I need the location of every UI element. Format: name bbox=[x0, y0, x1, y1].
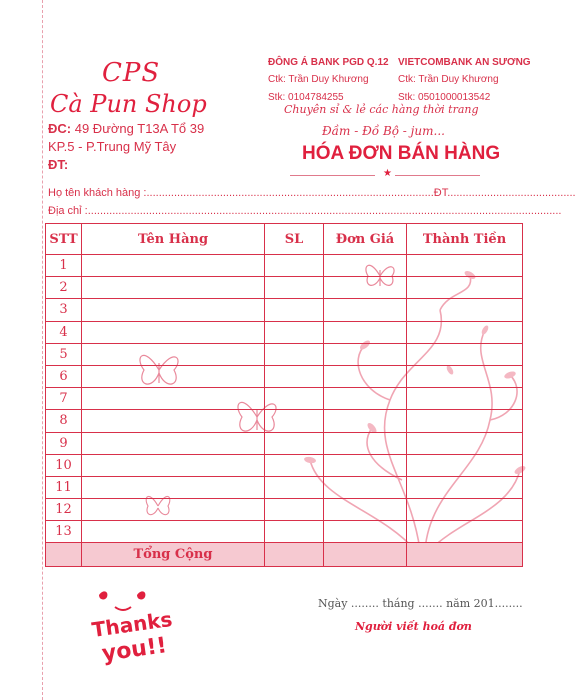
item-name-cell[interactable] bbox=[82, 321, 265, 343]
row-number: 7 bbox=[46, 388, 82, 410]
row-number: 13 bbox=[46, 521, 82, 543]
header-quantity: SL bbox=[265, 224, 324, 255]
quantity-cell[interactable] bbox=[265, 476, 324, 498]
customer-address-label: Địa chỉ : bbox=[48, 205, 88, 217]
total-price-cell[interactable] bbox=[324, 543, 407, 567]
unit-price-cell[interactable] bbox=[324, 277, 407, 299]
table-row bbox=[46, 432, 523, 454]
table-header-row bbox=[46, 224, 523, 255]
unit-price-cell[interactable] bbox=[324, 299, 407, 321]
unit-price-cell[interactable] bbox=[324, 432, 407, 454]
unit-price-cell[interactable] bbox=[324, 343, 407, 365]
address-label: ĐC: bbox=[48, 121, 72, 136]
amount-cell[interactable] bbox=[407, 365, 523, 387]
total-quantity-cell[interactable] bbox=[265, 543, 324, 567]
item-name-cell[interactable] bbox=[82, 410, 265, 432]
table-row bbox=[46, 499, 523, 521]
row-number: 4 bbox=[46, 321, 82, 343]
unit-price-cell[interactable] bbox=[324, 388, 407, 410]
unit-price-cell[interactable] bbox=[324, 521, 407, 543]
header-unit-price: Đơn Giá bbox=[324, 224, 407, 255]
bank2-holder: Ctk: Trần Duy Khương bbox=[398, 74, 499, 85]
item-name-cell[interactable] bbox=[82, 277, 265, 299]
amount-cell[interactable] bbox=[407, 454, 523, 476]
table-row bbox=[46, 388, 523, 410]
customer-address-field[interactable]: Địa chỉ :........................................................................................................................................................... bbox=[48, 205, 562, 217]
unit-price-cell[interactable] bbox=[324, 454, 407, 476]
total-blank-cell bbox=[46, 543, 82, 567]
total-row bbox=[46, 543, 523, 567]
shop-tagline2: Đầm - Đồ Bộ - jum... bbox=[322, 124, 445, 138]
signer-label: Người viết hoá đơn bbox=[355, 620, 472, 633]
table-row bbox=[46, 299, 523, 321]
quantity-cell[interactable] bbox=[265, 388, 324, 410]
quantity-cell[interactable] bbox=[265, 277, 324, 299]
shop-logo-line1: CPS bbox=[102, 58, 161, 88]
amount-cell[interactable] bbox=[407, 343, 523, 365]
perforation-line bbox=[42, 0, 44, 700]
title-rule-right bbox=[395, 175, 480, 176]
item-name-cell[interactable] bbox=[82, 343, 265, 365]
thanks-line2: you!! bbox=[100, 633, 169, 667]
bank2-account: Stk: 0501000013542 bbox=[398, 92, 491, 103]
item-name-cell[interactable] bbox=[82, 299, 265, 321]
quantity-cell[interactable] bbox=[265, 365, 324, 387]
row-number: 9 bbox=[46, 432, 82, 454]
quantity-cell[interactable] bbox=[265, 454, 324, 476]
row-number: 10 bbox=[46, 454, 82, 476]
item-name-cell[interactable] bbox=[82, 454, 265, 476]
unit-price-cell[interactable] bbox=[324, 321, 407, 343]
table-row bbox=[46, 255, 523, 277]
date-line[interactable]: Ngày ........ tháng ....... năm 201........ bbox=[318, 597, 523, 610]
item-name-cell[interactable] bbox=[82, 365, 265, 387]
quantity-cell[interactable] bbox=[265, 410, 324, 432]
header-item-name: Tên Hàng bbox=[82, 224, 265, 255]
table-row bbox=[46, 410, 523, 432]
table-row bbox=[46, 343, 523, 365]
row-number: 1 bbox=[46, 255, 82, 277]
customer-name-field[interactable]: Họ tên khách hàng :..............................................................................................ĐT.......................................... bbox=[48, 187, 576, 199]
row-number: 11 bbox=[46, 476, 82, 498]
table-row bbox=[46, 277, 523, 299]
bank2-name: VIETCOMBANK AN SƯƠNG bbox=[398, 57, 531, 68]
shop-logo-line2: Cà Pun Shop bbox=[50, 90, 207, 118]
invoice-title: HÓA ĐƠN BÁN HÀNG bbox=[302, 143, 501, 164]
unit-price-cell[interactable] bbox=[324, 410, 407, 432]
unit-price-cell[interactable] bbox=[324, 255, 407, 277]
address-line2: KP.5 - P.Trung Mỹ Tây bbox=[48, 139, 177, 154]
amount-cell[interactable] bbox=[407, 255, 523, 277]
quantity-cell[interactable] bbox=[265, 499, 324, 521]
quantity-cell[interactable] bbox=[265, 343, 324, 365]
address-line1: 49 Đường T13A Tổ 39 bbox=[74, 121, 205, 136]
header-amount: Thành Tiền bbox=[407, 224, 523, 255]
quantity-cell[interactable] bbox=[265, 432, 324, 454]
amount-cell[interactable] bbox=[407, 476, 523, 498]
bank1-name: ĐÔNG Á BANK PGD Q.12 bbox=[268, 57, 389, 68]
thanks-you-logo bbox=[85, 585, 180, 670]
star-icon: ★ bbox=[383, 168, 392, 179]
amount-cell[interactable] bbox=[407, 499, 523, 521]
item-name-cell[interactable] bbox=[82, 255, 265, 277]
total-amount-cell[interactable] bbox=[407, 543, 523, 567]
table-row bbox=[46, 476, 523, 498]
customer-name-label: Họ tên khách hàng : bbox=[48, 187, 147, 199]
title-rule-left bbox=[290, 175, 375, 176]
table-row bbox=[46, 365, 523, 387]
row-number: 5 bbox=[46, 343, 82, 365]
table-row bbox=[46, 521, 523, 543]
item-name-cell[interactable] bbox=[82, 499, 265, 521]
quantity-cell[interactable] bbox=[265, 255, 324, 277]
amount-cell[interactable] bbox=[407, 277, 523, 299]
table-row bbox=[46, 454, 523, 476]
row-number: 2 bbox=[46, 277, 82, 299]
shop-tagline: Chuyên sỉ & lẻ các hàng thời trang bbox=[284, 103, 479, 116]
item-name-cell[interactable] bbox=[82, 432, 265, 454]
quantity-cell[interactable] bbox=[265, 299, 324, 321]
quantity-cell[interactable] bbox=[265, 521, 324, 543]
amount-cell[interactable] bbox=[407, 388, 523, 410]
row-number: 12 bbox=[46, 499, 82, 521]
amount-cell[interactable] bbox=[407, 321, 523, 343]
shop-address bbox=[48, 121, 204, 136]
amount-cell[interactable] bbox=[407, 432, 523, 454]
amount-cell[interactable] bbox=[407, 410, 523, 432]
bank1-account: Stk: 0104784255 bbox=[268, 92, 344, 103]
unit-price-cell[interactable] bbox=[324, 499, 407, 521]
total-label: Tổng Cộng bbox=[82, 543, 265, 567]
bank1-holder: Ctk: Trần Duy Khương bbox=[268, 74, 369, 85]
amount-cell[interactable] bbox=[407, 521, 523, 543]
row-number: 8 bbox=[46, 410, 82, 432]
row-number: 6 bbox=[46, 365, 82, 387]
quantity-cell[interactable] bbox=[265, 321, 324, 343]
thanks-line1: Thanks bbox=[90, 606, 174, 642]
item-name-cell[interactable] bbox=[82, 521, 265, 543]
unit-price-cell[interactable] bbox=[324, 476, 407, 498]
item-name-cell[interactable] bbox=[82, 476, 265, 498]
header-stt: STT bbox=[46, 224, 82, 255]
table-row bbox=[46, 321, 523, 343]
amount-cell[interactable] bbox=[407, 299, 523, 321]
shop-phone-label: ĐT: bbox=[48, 157, 69, 172]
unit-price-cell[interactable] bbox=[324, 365, 407, 387]
row-number: 3 bbox=[46, 299, 82, 321]
customer-phone-label: ĐT bbox=[433, 187, 448, 199]
items-table bbox=[45, 223, 523, 567]
item-name-cell[interactable] bbox=[82, 388, 265, 410]
